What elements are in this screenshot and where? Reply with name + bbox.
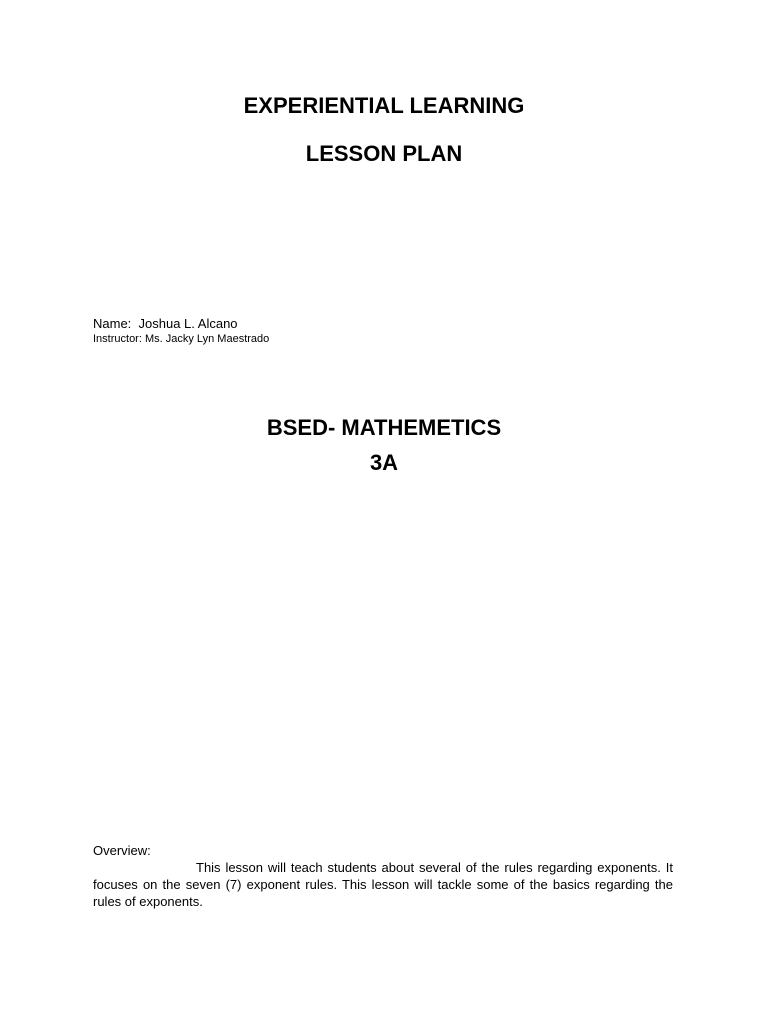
overview-paragraph: This lesson will teach students about several of the rules regarding exponents. It focuses on the seven (7) exponent rules. This lesson will tackle some of the basics regarding the rules of exponents. (93, 860, 673, 909)
section-heading: 3A (369, 450, 399, 475)
instructor-name: Instructor: Ms. Jacky Lyn Maestrado (93, 333, 270, 345)
overview-label: Overview: (93, 843, 151, 858)
document-title: EXPERIENTIAL LEARNING (243, 93, 525, 118)
student-name: Name: Joshua L. Alcano (93, 316, 238, 331)
document-subtitle: LESSON PLAN (305, 141, 463, 166)
program-heading: BSED- MATHEMETICS (266, 415, 502, 440)
